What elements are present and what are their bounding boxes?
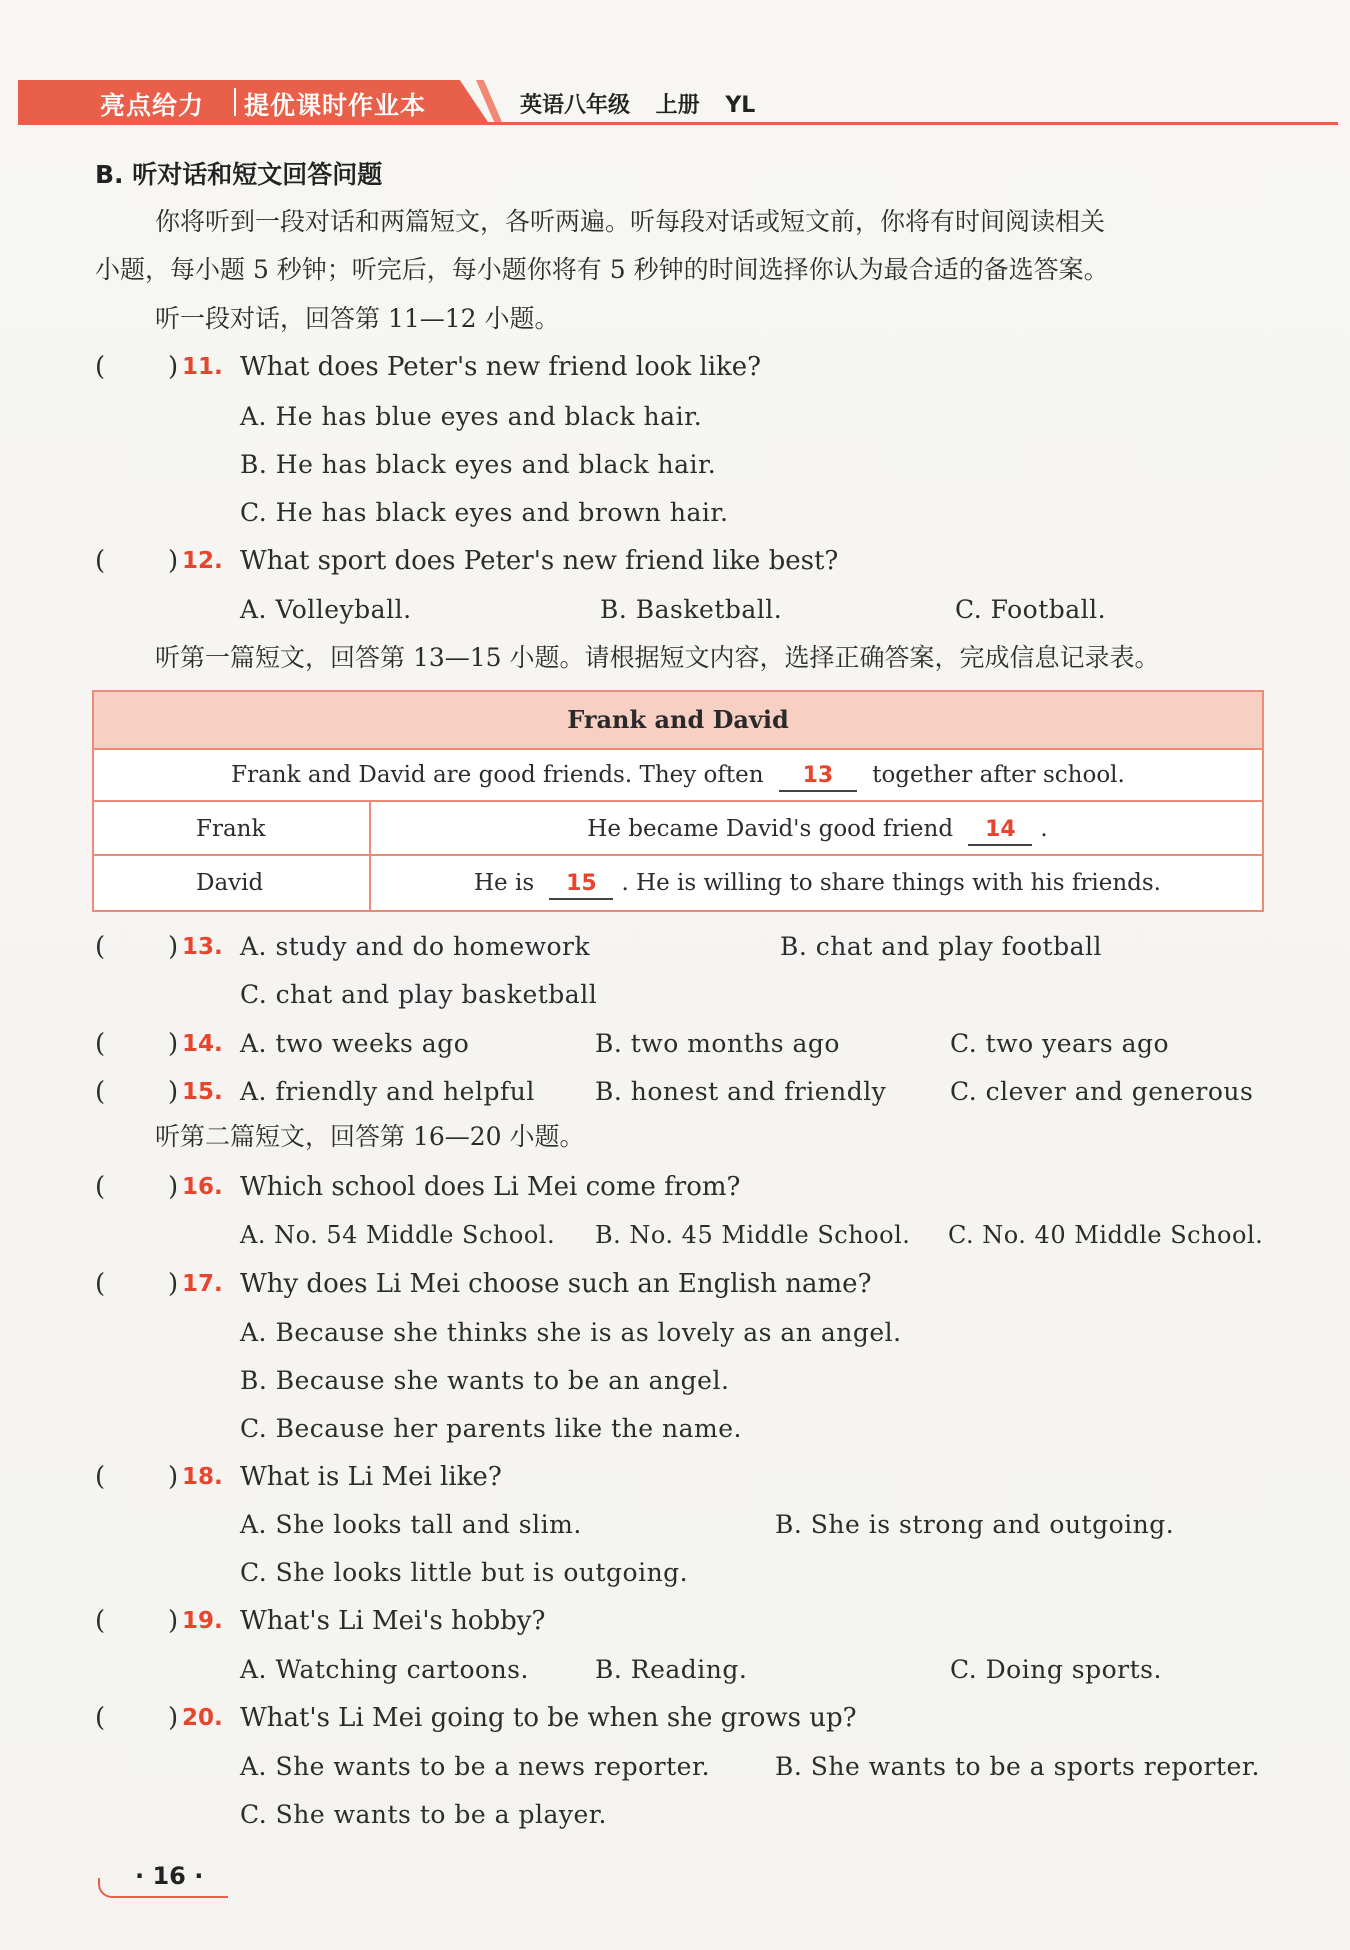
option-13-b: B. chat and play football — [780, 932, 1102, 961]
row2-text-pre: He became David's good friend — [587, 816, 954, 842]
answer-paren-close: ) — [168, 1029, 179, 1059]
option-20-c: C. She wants to be a player. — [240, 1800, 607, 1829]
answer-paren-open: ( — [95, 1172, 106, 1202]
question-number-11: 11. — [182, 354, 223, 380]
intro-line-1: 你将听到一段对话和两篇短文，各听两遍。听每段对话或短文前，你将有时间阅读相关 — [155, 207, 1106, 236]
option-18-c: C. She looks little but is outgoing. — [240, 1558, 689, 1587]
option-14-a: A. two weeks ago — [240, 1029, 470, 1058]
answer-paren-open: ( — [95, 1703, 106, 1733]
answer-paren-open: ( — [95, 1462, 106, 1492]
answer-paren-close: ) — [168, 352, 179, 382]
option-16-c: C. No. 40 Middle School. — [948, 1221, 1264, 1249]
row1-text-pre: Frank and David are good friends. They often — [231, 762, 764, 788]
question-number-16: 16. — [182, 1174, 223, 1200]
question-text-11: What does Peter's new friend look like? — [240, 352, 762, 382]
question-text-16: Which school does Li Mei come from? — [240, 1172, 741, 1202]
option-11-a: A. He has blue eyes and black hair. — [240, 402, 703, 431]
question-number-18: 18. — [182, 1464, 223, 1490]
page-header — [18, 80, 1338, 124]
row1-text-post: together after school. — [872, 762, 1125, 788]
option-14-b: B. two months ago — [595, 1029, 840, 1058]
option-11-b: B. He has black eyes and black hair. — [240, 450, 717, 479]
option-15-c: C. clever and generous — [950, 1077, 1254, 1106]
brand-divider — [234, 88, 236, 116]
option-12-a: A. Volleyball. — [240, 595, 412, 624]
table-row — [94, 856, 1262, 910]
answer-paren-close: ) — [168, 546, 179, 576]
header-rule — [18, 122, 1338, 125]
question-text-20: What's Li Mei going to be when she grows up? — [240, 1703, 857, 1733]
question-text-12: What sport does Peter's new friend like best? — [240, 546, 839, 576]
row3-text-post: . He is willing to share things with his friends. — [621, 870, 1161, 896]
table-cell — [94, 748, 1262, 800]
question-text-19: What's Li Mei's hobby? — [240, 1606, 546, 1636]
info-record-table — [92, 690, 1264, 912]
answer-paren-open: ( — [95, 1606, 106, 1636]
answer-paren-open: ( — [95, 1077, 106, 1107]
footer-rule — [120, 1896, 228, 1898]
question-number-14: 14. — [182, 1031, 223, 1057]
question-number-15: 15. — [182, 1079, 223, 1105]
page-number: · 16 · — [135, 1862, 204, 1890]
table-row — [94, 802, 1262, 856]
section-title: B. 听对话和短文回答问题 — [95, 160, 383, 189]
subject-label: 英语八年级 上册 YL — [520, 93, 756, 118]
option-18-a: A. She looks tall and slim. — [240, 1510, 582, 1539]
table-cell — [371, 802, 1264, 854]
option-20-a: A. She wants to be a news reporter. — [240, 1752, 711, 1781]
answer-paren-close: ) — [168, 1172, 179, 1202]
table-title: Frank and David — [94, 692, 1262, 750]
blank-13: 13 — [779, 762, 857, 792]
question-number-12: 12. — [182, 548, 223, 574]
option-19-b: B. Reading. — [595, 1655, 748, 1684]
answer-paren-close: ) — [168, 1077, 179, 1107]
option-16-a: A. No. 54 Middle School. — [240, 1221, 556, 1249]
row2-text-post: . — [1040, 816, 1048, 842]
option-15-a: A. friendly and helpful — [240, 1077, 535, 1106]
answer-paren-open: ( — [95, 932, 106, 962]
blank-14: 14 — [968, 816, 1032, 846]
answer-paren-open: ( — [95, 546, 106, 576]
option-12-b: B. Basketball. — [600, 595, 783, 624]
question-number-17: 17. — [182, 1271, 223, 1297]
question-number-20: 20. — [182, 1705, 223, 1731]
option-12-c: C. Football. — [955, 595, 1107, 624]
answer-paren-close: ) — [168, 1606, 179, 1636]
table-row — [94, 748, 1262, 802]
answer-paren-close: ) — [168, 932, 179, 962]
table-cell — [371, 856, 1264, 910]
option-19-c: C. Doing sports. — [950, 1655, 1162, 1684]
question-text-18: What is Li Mei like? — [240, 1462, 502, 1492]
row-label-david: David — [196, 870, 264, 896]
answer-paren-close: ) — [168, 1462, 179, 1492]
option-15-b: B. honest and friendly — [595, 1077, 887, 1106]
option-18-b: B. She is strong and outgoing. — [775, 1510, 1175, 1539]
answer-paren-close: ) — [168, 1269, 179, 1299]
passage1-intro: 听第一篇短文，回答第 13—15 小题。请根据短文内容，选择正确答案，完成信息记录表。 — [155, 643, 1160, 672]
row-label-frank: Frank — [196, 816, 266, 842]
answer-paren-open: ( — [95, 1029, 106, 1059]
option-17-a: A. Because she thinks she is as lovely as an angel. — [240, 1318, 902, 1347]
answer-paren-open: ( — [95, 352, 106, 382]
option-20-b: B. She wants to be a sports reporter. — [775, 1752, 1261, 1781]
blank-15: 15 — [549, 870, 613, 900]
dialog-intro: 听一段对话，回答第 11—12 小题。 — [155, 304, 560, 333]
option-11-c: C. He has black eyes and brown hair. — [240, 498, 729, 527]
series-name: 提优课时作业本 — [244, 91, 427, 120]
option-14-c: C. two years ago — [950, 1029, 1170, 1058]
option-13-a: A. study and do homework — [240, 932, 591, 961]
answer-paren-close: ) — [168, 1703, 179, 1733]
option-19-a: A. Watching cartoons. — [240, 1655, 529, 1684]
option-17-c: C. Because her parents like the name. — [240, 1414, 742, 1443]
option-17-b: B. Because she wants to be an angel. — [240, 1366, 730, 1395]
option-13-c: C. chat and play basketball — [240, 980, 598, 1009]
intro-line-2: 小题，每小题 5 秒钟；听完后，每小题你将有 5 秒钟的时间选择你认为最合适的备选答案。 — [95, 255, 1109, 284]
footer-ornament — [98, 1878, 128, 1898]
option-16-b: B. No. 45 Middle School. — [595, 1221, 911, 1249]
question-text-17: Why does Li Mei choose such an English name? — [240, 1269, 872, 1299]
question-number-13: 13. — [182, 934, 223, 960]
answer-paren-open: ( — [95, 1269, 106, 1299]
row3-text-pre: He is — [473, 870, 535, 896]
brand-name: 亮点给力 — [100, 91, 205, 120]
passage2-intro: 听第二篇短文，回答第 16—20 小题。 — [155, 1122, 585, 1151]
question-number-19: 19. — [182, 1608, 223, 1634]
